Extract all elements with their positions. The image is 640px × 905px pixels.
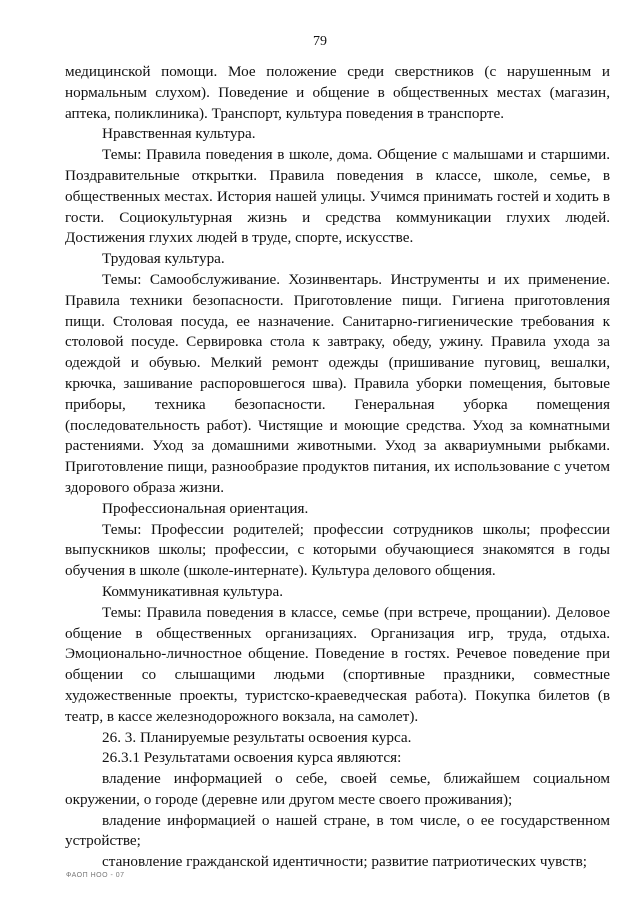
page-number: 79 (313, 34, 327, 49)
body-text (65, 62, 610, 873)
list-item: владение информацией о нашей стране, в том числе, о ее государственном устройстве; (65, 811, 610, 850)
list-item: владение информацией о себе, своей семье, ближайшем социальном окружении, о городе (деревне или другом месте своего проживания); (65, 770, 610, 808)
section-heading: Трудовая культура. (102, 250, 225, 268)
footer-mark: ФАОП НОО - 07 (66, 872, 125, 879)
paragraph: Темы: Самообслуживание. Хозинвентарь. Инструменты и их применение. Правила техники безопасности. Приготовление пищи. Гигиена приготовления пищи. Столовая посуда, ее назначение. Санитарно-гигиенические требования к столовой посуде. Сервировка стола к завтраку, обеду, ужину. Правила ухода за одеждой и обувью. Мелкий ремонт одежды (пришивание пуговиц, вешалки, крючка, зашивание распоровшегося шва). Правила уборки помещения, бытовые приборы, техника безопасности. Генеральная уборка помещения (последовательность работ). Чистящие и моющие средства. Уход за комнатными растениями. Уход за домашними животными. Уход за аквариумными рыбками. Приготовление пищи, разнообразие продуктов питания, их использование с учетом здорового образа жизни. (65, 270, 610, 496)
section-heading: Коммуникативная культура. (102, 582, 284, 600)
paragraph: Темы: Профессии родителей; профессии сотрудников школы; профессии выпускников школы; профессии, с которыми обучающиеся знакомятся в годы обучения в школе (школе-интернате). Культура делового общения. (65, 520, 610, 580)
paragraph: 26.3.1 Результатами освоения курса являются: (102, 749, 402, 767)
paragraph: медицинской помощи. Мое положение среди сверстников (с нарушенным и нормальным слухом). Поведение и общение в общественных местах (магазин, аптека, поликлиника). Транспорт, культура поведения в транспорте. (65, 63, 610, 122)
paragraph: Темы: Правила поведения в школе, дома. Общение с малышами и старшими. Поздравительные открытки. Правила поведения в классе, школе, семье, в общественных местах. История нашей улицы. Учимся принимать гостей и ходить в гости. Социокультурная жизнь и средства коммуникации глухих людей. Достижения глухих людей в труде, спорте, искусстве. (65, 146, 610, 247)
list-item: становление гражданской идентичности; развитие патриотических чувств; (102, 853, 587, 871)
section-heading: Профессиональная ориентация. (102, 499, 309, 517)
section-heading: Нравственная культура. (102, 125, 256, 143)
paragraph: Темы: Правила поведения в классе, семье (при встрече, прощании). Деловое общение в общественных организациях. Организация игр, труда, отдыха. Эмоционально-личностное общение. Поведение в гостях. Речевое поведение при общении со слышащими людьми (спортивные праздники, совместные художественные проекты, туристско-краеведческая работа). Покупка билетов (в театр, в кассе железнодорожного вокзала, на самолет). (65, 603, 610, 725)
section-heading: 26. 3. Планируемые результаты освоения курса. (102, 728, 412, 746)
